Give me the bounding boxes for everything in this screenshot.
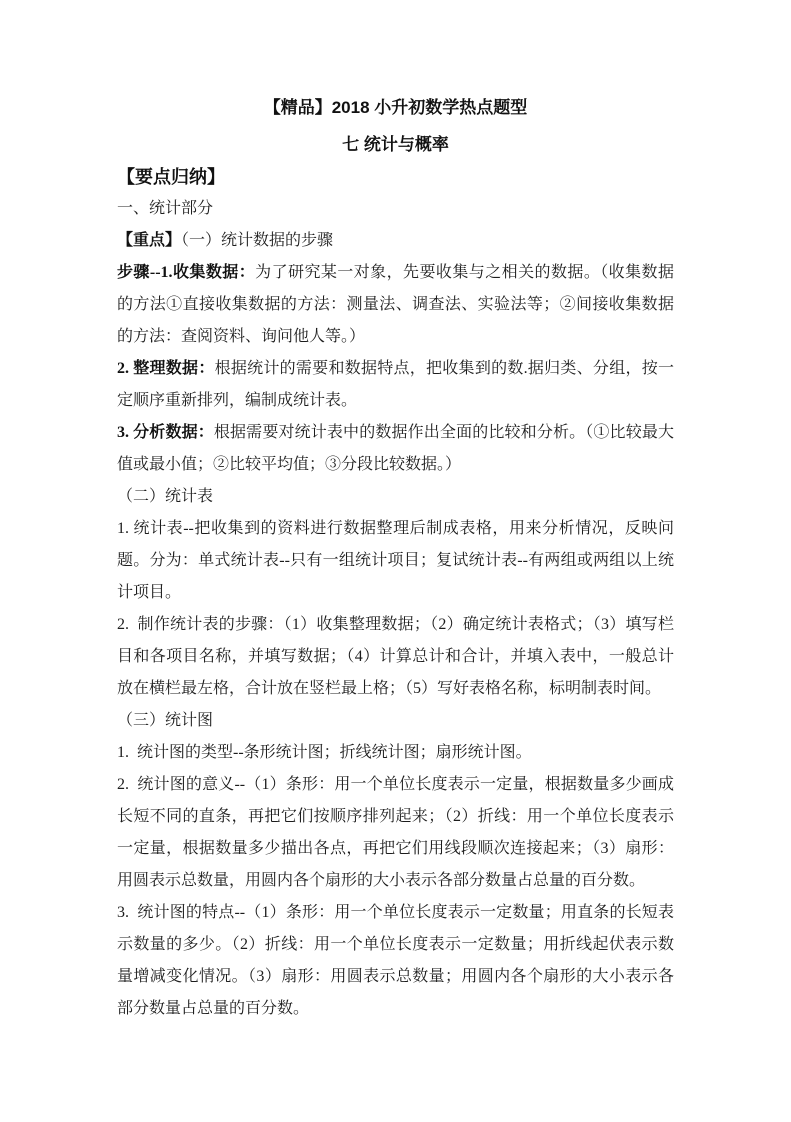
paragraph-lead: 步骤--1.收集数据： <box>117 264 256 281</box>
doc-subtitle: 七 统计与概率 <box>342 135 449 154</box>
paragraph-text: 一、统计部分 <box>117 200 214 217</box>
paragraph-step-collect <box>117 257 674 353</box>
paragraph-step-organize <box>117 353 674 417</box>
paragraph-chart-types <box>117 737 674 769</box>
paragraph-text: 3. 统计图的特点--（1）条形：用一个单位长度表示一定数量；用直条的长短表示数量的多少。（2）折线：用一个单位长度表示一定数量；用折线起伏表示数量增减变化情况。（3）扇形：用圆表示总数量；用圆内各个扇形的大小表示各部分数量占总量的百分数。 <box>117 904 674 1017</box>
paragraph-text: （三）统计图 <box>117 712 214 729</box>
paragraph-text: （一）统计数据的步骤 <box>181 232 334 249</box>
paragraph-text: 根据统计的需要和数据特点，把收集到的数.据归类、分组，按一定顺序重新排列，编制成统计表。 <box>117 360 674 409</box>
paragraph-table-definition <box>117 513 674 609</box>
paragraph-text: 1. 统计表--把收集到的资料进行数据整理后制成表格，用来分析情况，反映问题。分为：单式统计表--只有一组统计项目；复试统计表--有两组或两组以上统计项目。 <box>117 520 674 601</box>
paragraph-lead: 3. 分析数据： <box>117 424 214 441</box>
paragraph-text: 2. 制作统计表的步骤：（1）收集整理数据；（2）确定统计表格式；（3）填写栏目和各项目名称，并填写数据；（4）计算总计和合计，并填入表中，一般总计放在横栏最左格，合计放在竖栏最上格；（5）写好表格名称，标明制表时间。 <box>117 616 674 697</box>
paragraph-lead: 【重点】 <box>117 232 182 249</box>
paragraph-text: 根据需要对统计表中的数据作出全面的比较和分析。（①比较最大值或最小值；②比较平均值；③分段比较数据。） <box>117 424 674 473</box>
paragraph-key-point <box>117 225 674 257</box>
paragraph-section-chart-heading <box>117 705 674 737</box>
paragraph-step-analyze <box>117 417 674 481</box>
paragraph-text: 2. 统计图的意义--（1）条形：用一个单位长度表示一定量，根据数量多少画成长短不同的直条，再把它们按顺序排列起来；（2）折线：用一个单位长度表示一定量，根据数量多少描出各点，再把它们用线段顺次连接起来；（3）扇形：用圆表示总数量，用圆内各个扇形的大小表示各部分数量占总量的百分数。 <box>117 776 674 889</box>
doc-title: 【精品】2018 小升初数学热点题型 <box>263 98 528 117</box>
paragraph-chart-features <box>117 897 674 1025</box>
paragraph-section-table-heading <box>117 481 674 513</box>
key-points-heading: 【要点归纳】 <box>117 167 225 187</box>
paragraph-text: 1. 统计图的类型--条形统计图；折线统计图；扇形统计图。 <box>117 744 532 761</box>
paragraph-lead: 2. 整理数据： <box>117 360 215 377</box>
paragraph-text: （二）统计表 <box>117 488 214 505</box>
paragraph-table-steps <box>117 609 674 705</box>
paragraph-text: 为了研究某一对象，先要收集与之相关的数据。（收集数据的方法①直接收集数据的方法：测量法、调查法、实验法等；②间接收集数据的方法：查阅资料、询问他人等。） <box>117 264 674 345</box>
paragraph-section-1 <box>117 193 674 225</box>
paragraph-chart-meaning <box>117 769 674 897</box>
